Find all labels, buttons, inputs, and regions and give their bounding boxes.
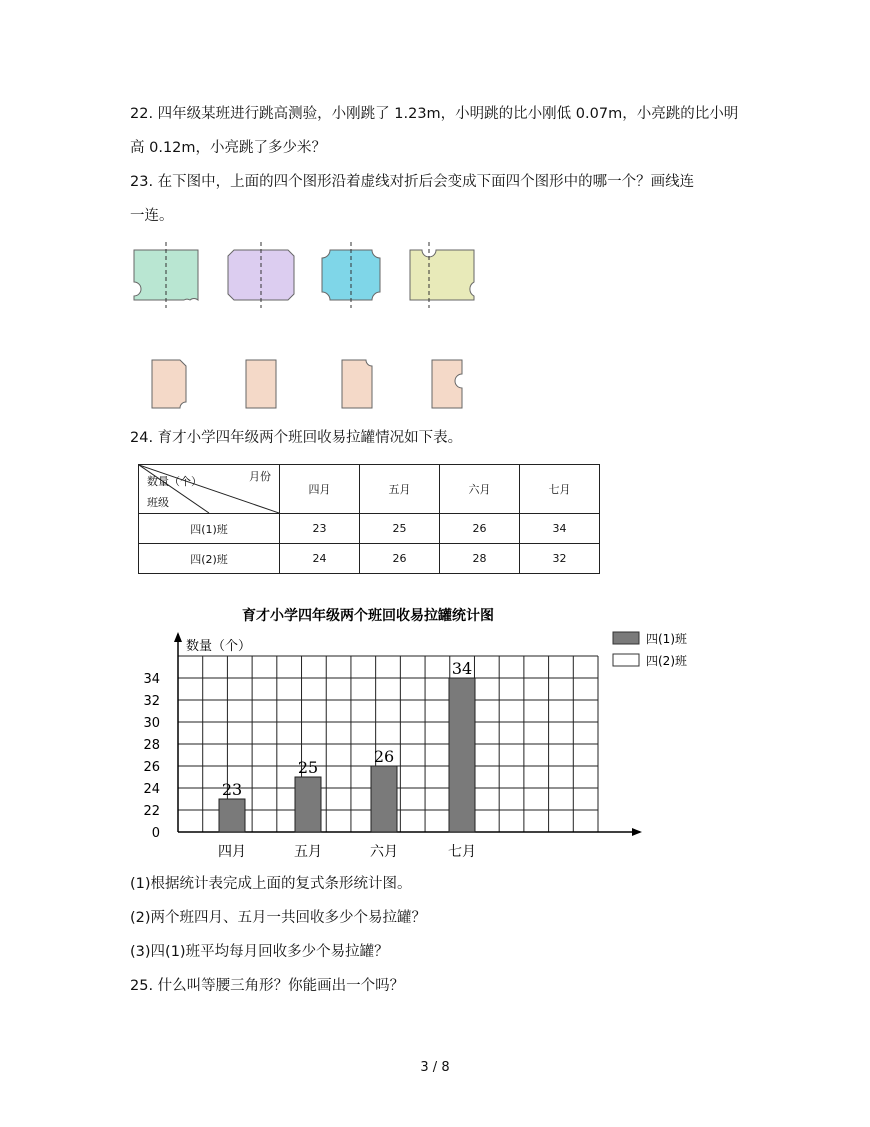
y-tick-label: 24 xyxy=(143,782,160,797)
table-cell: 28 xyxy=(440,544,520,574)
x-category-label: 五月 xyxy=(294,844,322,860)
table-row xyxy=(139,544,600,574)
option-4 xyxy=(432,360,462,408)
row-label: 四(2)班 xyxy=(139,544,280,574)
bar-series-1 xyxy=(295,777,321,832)
table-row xyxy=(139,514,600,544)
q24-sub1: (1)根据统计表完成上面的复式条形统计图。 xyxy=(130,876,412,892)
legend-label-series-1: 四(1)班 xyxy=(646,632,687,646)
header-class: 班级 xyxy=(147,496,169,509)
bar-series-1 xyxy=(219,799,245,832)
table-cell: 34 xyxy=(520,514,600,544)
option-2 xyxy=(246,360,276,408)
x-category-label: 七月 xyxy=(448,844,476,860)
q24-sub2: (2)两个班四月、五月一共回收多少个易拉罐？ xyxy=(130,910,427,926)
y-tick-label: 22 xyxy=(143,804,160,819)
chart-bars xyxy=(219,659,475,832)
option-1 xyxy=(152,360,186,408)
table-corner-cell xyxy=(139,465,280,514)
bar-value-label: 26 xyxy=(373,747,395,766)
q22-line2: 高 0.12m，小亮跳了多少米？ xyxy=(130,140,327,156)
shape-a xyxy=(134,242,198,308)
y-tick-label: 28 xyxy=(143,738,160,753)
table-cell: 26 xyxy=(440,514,520,544)
q23-line2: 一连。 xyxy=(130,208,174,224)
q23-line1: 23. 在下图中，上面的四个图形沿着虚线对折后会变成下面四个图形中的哪一个？画线连 xyxy=(130,174,695,190)
y-tick-label: 34 xyxy=(143,672,160,687)
chart-legend xyxy=(613,631,687,668)
bar-value-label: 25 xyxy=(297,758,319,777)
x-category-label: 四月 xyxy=(218,844,246,860)
legend-label-series-2: 四(2)班 xyxy=(646,654,687,668)
legend-swatch-series-2 xyxy=(613,654,639,666)
header-quantity: 数量（个） xyxy=(147,475,202,488)
y-tick-label: 32 xyxy=(143,694,160,709)
q24-intro: 24. 育才小学四年级两个班回收易拉罐情况如下表。 xyxy=(130,430,463,446)
bar-chart xyxy=(128,598,728,868)
month-header: 七月 xyxy=(520,465,600,514)
y-tick-label: 30 xyxy=(143,716,160,731)
chart-ticks xyxy=(143,672,160,841)
bar-series-1 xyxy=(449,678,475,832)
table-cell: 32 xyxy=(520,544,600,574)
folding-shapes-figure xyxy=(128,238,480,414)
q25: 25. 什么叫等腰三角形？你能画出一个吗？ xyxy=(130,978,405,994)
table-cell: 25 xyxy=(360,514,440,544)
row-label: 四(1)班 xyxy=(139,514,280,544)
table-header-row xyxy=(139,465,600,514)
x-category-label: 六月 xyxy=(370,844,398,860)
q22-line1: 22. 四年级某班进行跳高测验，小刚跳了 1.23m，小明跳的比小刚低 0.07m，小亮跳的比小明 xyxy=(130,106,739,122)
q24-sub3: (3)四(1)班平均每月回收多少个易拉罐？ xyxy=(130,944,389,960)
table-cell: 24 xyxy=(280,544,360,574)
recycling-table xyxy=(138,464,600,574)
y-tick-label: 26 xyxy=(143,760,160,775)
legend-swatch-series-1 xyxy=(613,632,639,644)
bar-series-1 xyxy=(371,766,397,832)
y-axis-arrow xyxy=(174,632,182,642)
chart-title: 育才小学四年级两个班回收易拉罐统计图 xyxy=(242,608,494,624)
month-header: 五月 xyxy=(360,465,440,514)
chart-categories xyxy=(218,844,476,860)
month-header: 四月 xyxy=(280,465,360,514)
header-month: 月份 xyxy=(249,470,271,483)
shape-d-body xyxy=(410,250,474,300)
shape-c xyxy=(322,242,380,308)
shape-b xyxy=(228,242,294,308)
x-axis-arrow xyxy=(632,828,642,836)
shape-d xyxy=(410,242,474,308)
chart-ylabel: 数量（个） xyxy=(186,639,252,654)
bar-value-label: 23 xyxy=(221,780,243,799)
bar-value-label: 34 xyxy=(451,659,473,678)
y-tick-label: 0 xyxy=(151,826,160,841)
page-number: 3 / 8 xyxy=(420,1060,450,1075)
month-header: 六月 xyxy=(440,465,520,514)
option-3 xyxy=(342,360,372,408)
table-cell: 26 xyxy=(360,544,440,574)
table-cell: 23 xyxy=(280,514,360,544)
